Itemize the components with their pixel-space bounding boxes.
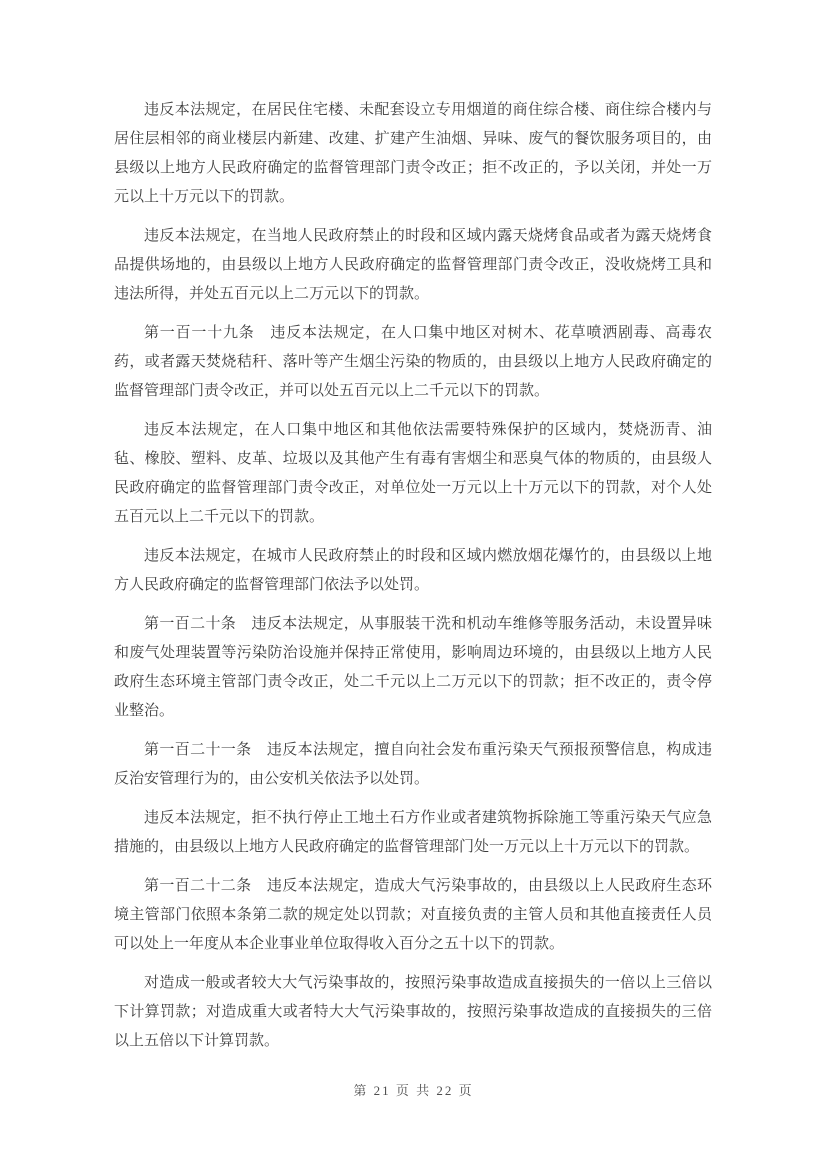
page-number-footer: 第 21 页 共 22 页 [353, 1083, 474, 1098]
body-paragraph: 违反本法规定，在居民住宅楼、未配套设立专用烟道的商住综合楼、商住综合楼内与居住层相邻的商业楼层内新建、改建、扩建产生油烟、异味、废气的餐饮服务项目的，由县级以上地方人民政府确定的监督管理部门责令改正；拒不改正的，予以关闭，并处一万元以上十万元以下的罚款。 [114, 102, 712, 205]
body-paragraph: 第一百二十条 违反本法规定，从事服装干洗和机动车维修等服务活动，未设置异味和废气处理装置等污染防治设施并保持正常使用，影响周边环境的，由县级以上地方人民政府生态环境主管部门责令改正，处二千元以上二万元以下的罚款；拒不改正的，责令停业整治。 [114, 616, 712, 719]
body-paragraph: 第一百二十二条 违反本法规定，造成大气污染事故的，由县级以上人民政府生态环境主管部门依照本条第二款的规定处以罚款；对直接负责的主管人员和其他直接责任人员可以处上一年度从本企业事业单位取得收入百分之五十以下的罚款。 [114, 878, 712, 952]
document-body [114, 96, 712, 1066]
body-paragraph: 对造成一般或者较大大气污染事故的，按照污染事故造成直接损失的一倍以上三倍以下计算罚款；对造成重大或者特大大气污染事故的，按照污染事故造成的直接损失的三倍以上五倍以下计算罚款。 [114, 975, 712, 1049]
body-paragraph: 违反本法规定，在人口集中地区和其他依法需要特殊保护的区域内，焚烧沥青、油毡、橡胶、塑料、皮革、垃圾以及其他产生有毒有害烟尘和恶臭气体的物质的，由县级人民政府确定的监督管理部门责令改正，对单位处一万元以上十万元以下的罚款，对个人处五百元以上二千元以下的罚款。 [114, 422, 712, 525]
body-paragraph: 违反本法规定，在城市人民政府禁止的时段和区域内燃放烟花爆竹的，由县级以上地方人民政府确定的监督管理部门依法予以处罚。 [114, 548, 712, 593]
body-paragraph: 第一百一十九条 违反本法规定，在人口集中地区对树木、花草喷洒剧毒、高毒农药，或者露天焚烧秸秆、落叶等产生烟尘污染的物质的，由县级以上地方人民政府确定的监督管理部门责令改正，并可以处五百元以上二千元以下的罚款。 [114, 325, 712, 399]
body-paragraph: 违反本法规定，在当地人民政府禁止的时段和区域内露天烧烤食品或者为露天烧烤食品提供场地的，由县级以上地方人民政府确定的监督管理部门责令改正，没收烧烤工具和违法所得，并处五百元以上二万元以下的罚款。 [114, 228, 712, 302]
body-paragraph: 第一百二十一条 违反本法规定，擅自向社会发布重污染天气预报预警信息，构成违反治安管理行为的，由公安机关依法予以处罚。 [114, 742, 712, 787]
body-paragraph: 违反本法规定，拒不执行停止工地土石方作业或者建筑物拆除施工等重污染天气应急措施的，由县级以上地方人民政府确定的监督管理部门处一万元以上十万元以下的罚款。 [114, 810, 712, 855]
